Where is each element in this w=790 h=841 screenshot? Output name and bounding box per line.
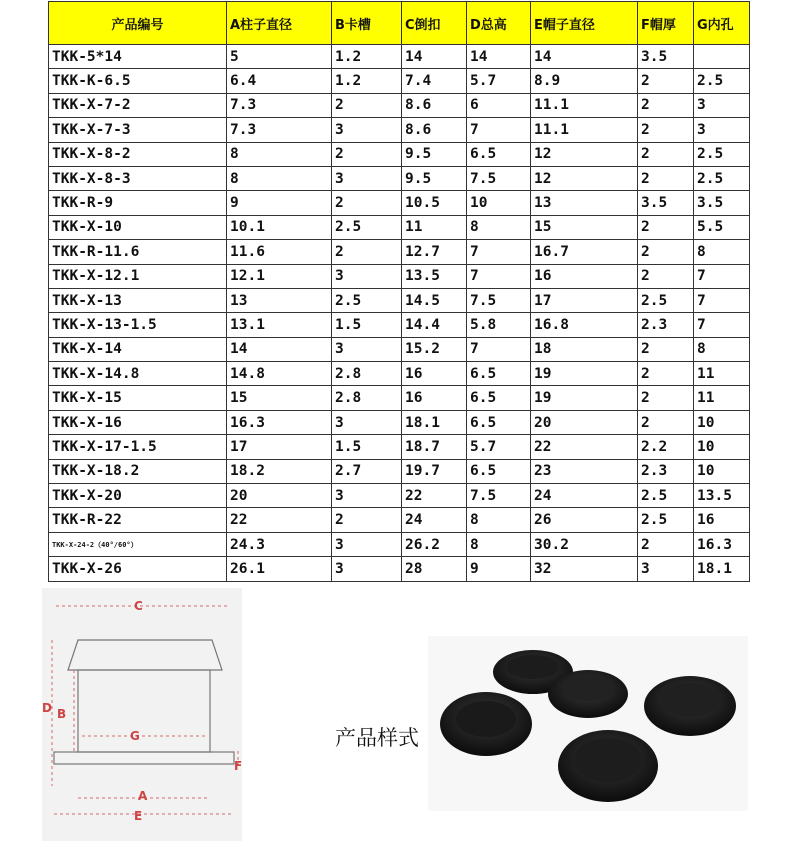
dimension-cell: 8.9 — [531, 69, 638, 93]
product-code-cell: TKK-X-8-2 — [49, 142, 227, 166]
dimension-cell: 11 — [402, 215, 467, 239]
dimension-cell: 19 — [531, 362, 638, 386]
dimension-cell: 1.2 — [332, 45, 402, 69]
table-row — [49, 288, 750, 312]
grommet-4 — [644, 676, 736, 736]
dimension-cell: 14.4 — [402, 313, 467, 337]
dimension-cell: 2 — [332, 191, 402, 215]
dimension-cell: 2 — [638, 142, 694, 166]
table-row — [49, 191, 750, 215]
dimension-cell: 28 — [402, 557, 467, 581]
dimension-cell: 8 — [227, 166, 332, 190]
dimension-cell: 15.2 — [402, 337, 467, 361]
dimension-cell: 10 — [467, 191, 531, 215]
dimension-cell: 20 — [227, 484, 332, 508]
dimension-cell: 8.6 — [402, 118, 467, 142]
dimension-cell: 1.5 — [332, 435, 402, 459]
dimension-cell: 5.5 — [694, 215, 750, 239]
dimension-cell: 6.5 — [467, 142, 531, 166]
dimension-cell: 12 — [531, 166, 638, 190]
dimension-cell: 8 — [227, 142, 332, 166]
dimension-cell: 2.5 — [332, 215, 402, 239]
dimension-cell: 13 — [227, 288, 332, 312]
product-code-cell: TKK-X-15 — [49, 386, 227, 410]
dimension-cell: 2 — [638, 264, 694, 288]
dimension-cell: 7.5 — [467, 288, 531, 312]
dimension-cell: 8 — [467, 532, 531, 556]
dimension-cell: 2.5 — [332, 288, 402, 312]
dimension-cell: 5.7 — [467, 435, 531, 459]
dimension-cell: 2 — [638, 532, 694, 556]
dimension-cell: 2 — [638, 69, 694, 93]
product-code-cell: TKK-R-22 — [49, 508, 227, 532]
dimension-cell: 8 — [694, 337, 750, 361]
table-row — [49, 410, 750, 434]
dimension-cell: 10 — [694, 435, 750, 459]
dimension-cell: 18.2 — [227, 459, 332, 483]
dimension-cell: 6.5 — [467, 459, 531, 483]
dimension-cell: 10.1 — [227, 215, 332, 239]
label-g: G — [130, 729, 140, 743]
dimension-cell: 16.7 — [531, 240, 638, 264]
table-row — [49, 459, 750, 483]
dimension-cell: 14.8 — [227, 362, 332, 386]
dimension-cell: 22 — [531, 435, 638, 459]
dimension-cell — [694, 45, 750, 69]
dimension-cell: 2.7 — [332, 459, 402, 483]
table-row — [49, 557, 750, 581]
dimension-cell: 2.5 — [694, 142, 750, 166]
column-header: 产品编号 — [49, 2, 227, 45]
dimension-cell: 3.5 — [638, 45, 694, 69]
grommet-2 — [548, 670, 628, 718]
dimension-cell: 2 — [332, 508, 402, 532]
dimension-cell: 7.5 — [467, 166, 531, 190]
table-row — [49, 240, 750, 264]
dimension-cell: 5.8 — [467, 313, 531, 337]
dimension-cell: 3 — [694, 93, 750, 117]
dimension-cell: 2.5 — [638, 484, 694, 508]
dimension-cell: 16 — [402, 386, 467, 410]
dimension-cell: 2 — [332, 240, 402, 264]
dimension-cell: 15 — [531, 215, 638, 239]
dimension-cell: 10 — [694, 410, 750, 434]
dimension-cell: 7 — [694, 264, 750, 288]
dimension-cell: 14.5 — [402, 288, 467, 312]
dimension-cell: 7 — [694, 313, 750, 337]
dimension-cell: 2 — [332, 142, 402, 166]
dimension-cell: 7.3 — [227, 93, 332, 117]
dimension-cell: 7 — [467, 337, 531, 361]
header-row — [49, 2, 750, 45]
dimension-cell: 2 — [638, 215, 694, 239]
dimension-cell: 1.5 — [332, 313, 402, 337]
dimension-cell: 2 — [638, 386, 694, 410]
dimension-cell: 2 — [638, 362, 694, 386]
dimension-cell: 11.1 — [531, 93, 638, 117]
dimension-cell: 7.4 — [402, 69, 467, 93]
dimension-cell: 12 — [531, 142, 638, 166]
dimension-cell: 7 — [467, 118, 531, 142]
dimension-cell: 3.5 — [638, 191, 694, 215]
dimension-cell: 30.2 — [531, 532, 638, 556]
dimension-cell: 13 — [531, 191, 638, 215]
dimension-cell: 9 — [467, 557, 531, 581]
table-row — [49, 484, 750, 508]
spec-table — [48, 1, 750, 582]
product-code-cell: TKK-X-16 — [49, 410, 227, 434]
dimension-cell: 13.5 — [402, 264, 467, 288]
dimension-cell: 12.7 — [402, 240, 467, 264]
dimension-cell: 2.5 — [694, 166, 750, 190]
dimension-cell: 3.5 — [694, 191, 750, 215]
dimension-cell: 2 — [638, 410, 694, 434]
product-code-cell: TKK-K-6.5 — [49, 69, 227, 93]
label-e: E — [134, 809, 143, 823]
table-row — [49, 435, 750, 459]
dimension-cell: 11 — [694, 386, 750, 410]
dimension-cell: 17 — [531, 288, 638, 312]
dimension-cell: 6.5 — [467, 362, 531, 386]
dimension-cell: 13.5 — [694, 484, 750, 508]
table-row — [49, 45, 750, 69]
table-row — [49, 337, 750, 361]
dimension-cell: 3 — [332, 264, 402, 288]
product-code-cell: TKK-R-11.6 — [49, 240, 227, 264]
table-row — [49, 93, 750, 117]
dimension-cell: 2.2 — [638, 435, 694, 459]
dimension-cell: 24 — [531, 484, 638, 508]
dimension-cell: 1.2 — [332, 69, 402, 93]
dimension-cell: 3 — [332, 557, 402, 581]
grommet-5 — [558, 730, 658, 802]
grommet-3 — [440, 692, 532, 756]
dimension-cell: 13.1 — [227, 313, 332, 337]
product-code-cell: TKK-R-9 — [49, 191, 227, 215]
column-header: A柱子直径 — [227, 2, 332, 45]
label-d: D — [42, 701, 52, 715]
dimension-cell: 7.3 — [227, 118, 332, 142]
table-body — [49, 45, 750, 582]
dimension-cell: 2.5 — [638, 288, 694, 312]
dimension-cell: 2.5 — [694, 69, 750, 93]
product-code-cell: TKK-X-14 — [49, 337, 227, 361]
dimension-cell: 18.7 — [402, 435, 467, 459]
dimension-cell: 16.3 — [227, 410, 332, 434]
label-b: B — [57, 707, 67, 721]
dimension-cell: 9.5 — [402, 166, 467, 190]
dimension-cell: 6.4 — [227, 69, 332, 93]
table-row — [49, 313, 750, 337]
dimension-cell: 23 — [531, 459, 638, 483]
product-code-cell: TKK-X-20 — [49, 484, 227, 508]
dimension-cell: 26 — [531, 508, 638, 532]
table-row — [49, 508, 750, 532]
product-code-cell: TKK-X-10 — [49, 215, 227, 239]
dimension-cell: 6 — [467, 93, 531, 117]
column-header: D总高 — [467, 2, 531, 45]
dimension-cell: 11.6 — [227, 240, 332, 264]
diagram-background — [42, 588, 242, 841]
dimension-cell: 16 — [694, 508, 750, 532]
dimension-cell: 2.5 — [638, 508, 694, 532]
dimension-cell: 2 — [638, 240, 694, 264]
dimension-cell: 2 — [638, 166, 694, 190]
dimension-cell: 2 — [638, 337, 694, 361]
dimension-cell: 14 — [402, 45, 467, 69]
dimension-cell: 16 — [402, 362, 467, 386]
column-header: E帽子直径 — [531, 2, 638, 45]
dimension-cell: 6.5 — [467, 410, 531, 434]
table-row — [49, 362, 750, 386]
label-f: F — [234, 759, 242, 773]
dimension-cell: 18 — [531, 337, 638, 361]
dimension-cell: 19 — [531, 386, 638, 410]
dimension-cell: 3 — [332, 166, 402, 190]
dimension-cell: 7 — [467, 264, 531, 288]
dimension-cell: 8 — [467, 508, 531, 532]
dimension-cell: 22 — [227, 508, 332, 532]
product-code-cell: TKK-X-17-1.5 — [49, 435, 227, 459]
dimension-cell: 3 — [638, 557, 694, 581]
product-code-cell: TKK-X-7-2 — [49, 93, 227, 117]
column-header: B卡槽 — [332, 2, 402, 45]
dimension-cell: 12.1 — [227, 264, 332, 288]
dimension-cell: 9 — [227, 191, 332, 215]
dimension-cell: 9.5 — [402, 142, 467, 166]
product-photo — [428, 636, 748, 811]
dimension-cell: 16 — [531, 264, 638, 288]
dimension-cell: 16.8 — [531, 313, 638, 337]
product-code-cell: TKK-5*14 — [49, 45, 227, 69]
dimension-diagram — [42, 588, 242, 841]
dimension-cell: 32 — [531, 557, 638, 581]
table-row — [49, 118, 750, 142]
product-code-cell: TKK-X-13 — [49, 288, 227, 312]
dimension-cell: 3 — [332, 118, 402, 142]
dimension-cell: 7 — [694, 288, 750, 312]
dimension-cell: 17 — [227, 435, 332, 459]
dimension-cell: 2.8 — [332, 386, 402, 410]
dimension-cell: 26.2 — [402, 532, 467, 556]
dimension-cell: 7.5 — [467, 484, 531, 508]
dimension-cell: 20 — [531, 410, 638, 434]
dimension-cell: 2.8 — [332, 362, 402, 386]
dimension-cell: 5.7 — [467, 69, 531, 93]
dimension-cell: 2 — [332, 93, 402, 117]
dimension-cell: 7 — [467, 240, 531, 264]
product-code-cell: TKK-X-13-1.5 — [49, 313, 227, 337]
product-code-cell: TKK-X-18.2 — [49, 459, 227, 483]
dimension-cell: 18.1 — [402, 410, 467, 434]
dimension-cell: 11.1 — [531, 118, 638, 142]
dimension-cell: 14 — [227, 337, 332, 361]
product-code-cell: TKK-X-24-2（40°/60°） — [49, 532, 227, 556]
dimension-cell: 15 — [227, 386, 332, 410]
column-header: C倒扣 — [402, 2, 467, 45]
table-row — [49, 166, 750, 190]
label-a: A — [138, 789, 148, 803]
column-header: G内孔 — [694, 2, 750, 45]
table-row — [49, 142, 750, 166]
dimension-cell: 3 — [332, 410, 402, 434]
dimension-cell: 24 — [402, 508, 467, 532]
dimension-cell: 2.3 — [638, 313, 694, 337]
product-code-cell: TKK-X-12.1 — [49, 264, 227, 288]
table-row — [49, 386, 750, 410]
dimension-cell: 14 — [531, 45, 638, 69]
dimension-cell: 19.7 — [402, 459, 467, 483]
dimension-cell: 3 — [332, 484, 402, 508]
dimension-cell: 8.6 — [402, 93, 467, 117]
product-code-cell: TKK-X-7-3 — [49, 118, 227, 142]
table-row — [49, 264, 750, 288]
product-code-cell: TKK-X-14.8 — [49, 362, 227, 386]
dimension-cell: 24.3 — [227, 532, 332, 556]
dimension-cell: 16.3 — [694, 532, 750, 556]
dimension-cell: 6.5 — [467, 386, 531, 410]
dimension-cell: 14 — [467, 45, 531, 69]
table-row — [49, 69, 750, 93]
dimension-cell: 8 — [467, 215, 531, 239]
table-row — [49, 215, 750, 239]
label-c: C — [134, 599, 143, 613]
product-code-cell: TKK-X-8-3 — [49, 166, 227, 190]
dimension-cell: 3 — [332, 337, 402, 361]
dimension-cell: 3 — [694, 118, 750, 142]
dimension-cell: 10 — [694, 459, 750, 483]
dimension-cell: 22 — [402, 484, 467, 508]
product-code-cell: TKK-X-26 — [49, 557, 227, 581]
product-style-caption: 产品样式 — [335, 726, 419, 750]
dimension-cell: 11 — [694, 362, 750, 386]
dimension-cell: 26.1 — [227, 557, 332, 581]
dimension-cell: 3 — [332, 532, 402, 556]
dimension-cell: 5 — [227, 45, 332, 69]
dimension-cell: 2 — [638, 93, 694, 117]
table-row — [49, 532, 750, 556]
dimension-cell: 2.3 — [638, 459, 694, 483]
dimension-cell: 2 — [638, 118, 694, 142]
dimension-cell: 8 — [694, 240, 750, 264]
dimension-cell: 10.5 — [402, 191, 467, 215]
dimension-cell: 18.1 — [694, 557, 750, 581]
column-header: F帽厚 — [638, 2, 694, 45]
